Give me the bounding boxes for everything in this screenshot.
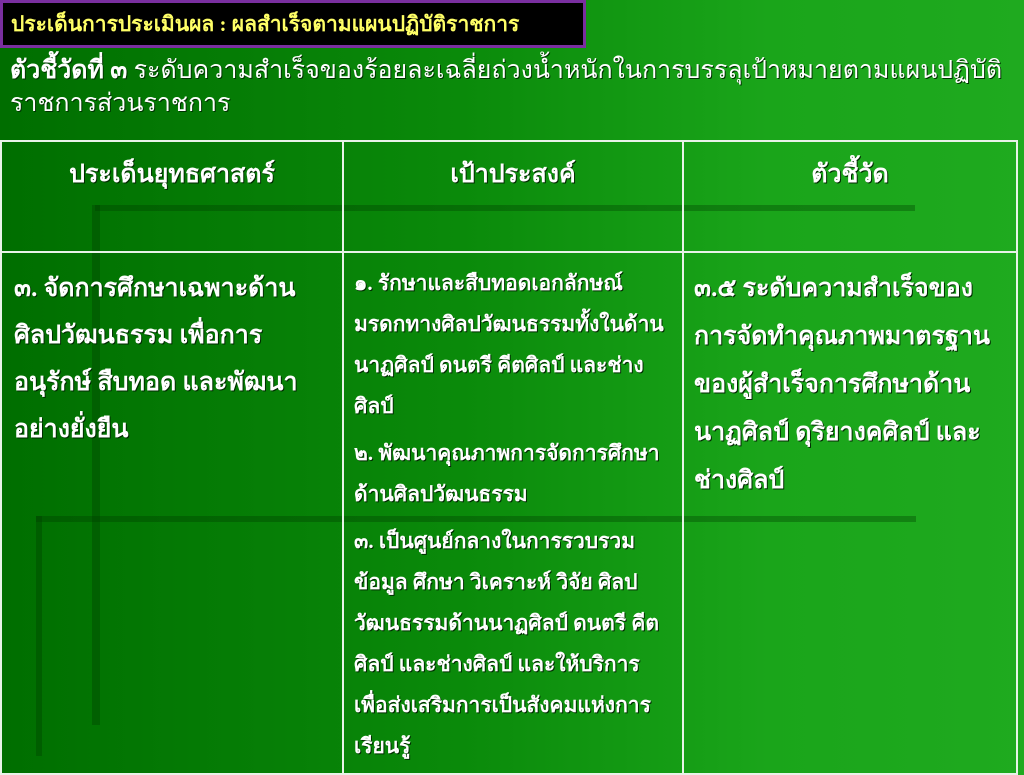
indicator-heading [10, 54, 1018, 120]
slide-title: ประเด็นการประเมินผล : ผลสำเร็จตามแผนปฏิบัติราชการ [0, 0, 586, 48]
goals-cell [343, 252, 683, 774]
table-row [1, 252, 1017, 774]
header-strategy: ประเด็นยุทธศาสตร์ [1, 141, 343, 252]
goal-item: ๑. รักษาและสืบทอดเอกลักษณ์มรดกทางศิลปวัฒนธรรมทั้งในด้านนาฏศิลป์ ดนตรี คีตศิลป์ และช่างศิลป์ [354, 271, 664, 418]
strategy-cell: ๓. จัดการศึกษาเฉพาะด้านศิลปวัฒนธรรม เพื่อการอนุรักษ์ สืบทอด และพัฒนาอย่างยั่งยืน [1, 252, 343, 774]
strategy-table [0, 140, 1018, 775]
table-header-row [1, 141, 1017, 252]
indicator-label: ตัวชี้วัดที่ ๓ [10, 57, 128, 84]
header-goal: เป้าประสงค์ [343, 141, 683, 252]
indicator-cell: ๓.๕ ระดับความสำเร็จของการจัดทำคุณภาพมาตรฐานของผู้สำเร็จการศึกษาด้านนาฏศิลป์ ดุริยางคศิลป์ และช่างศิลป์ [683, 252, 1017, 774]
indicator-text: ระดับความสำเร็จของร้อยละเฉลี่ยถ่วงน้ำหนักในการบรรลุเป้าหมายตามแผนปฏิบัติราชการส่วนราชการ [10, 57, 1003, 117]
goal-item: ๒. พัฒนาคุณภาพการจัดการศึกษาด้านศิลปวัฒนธรรม [354, 441, 660, 506]
header-indicator: ตัวชี้วัด [683, 141, 1017, 252]
goal-item: ๓. เป็นศูนย์กลางในการรวบรวมข้อมูล ศึกษา วิเคราะห์ วิจัย ศิลปวัฒนธรรมด้านนาฏศิลป์ ดนตรี คีตศิลป์ และช่างศิลป์ และให้บริการเพื่อส่งเสริมการเป็นสังคมแห่งการเรียนรู้ [354, 529, 659, 758]
